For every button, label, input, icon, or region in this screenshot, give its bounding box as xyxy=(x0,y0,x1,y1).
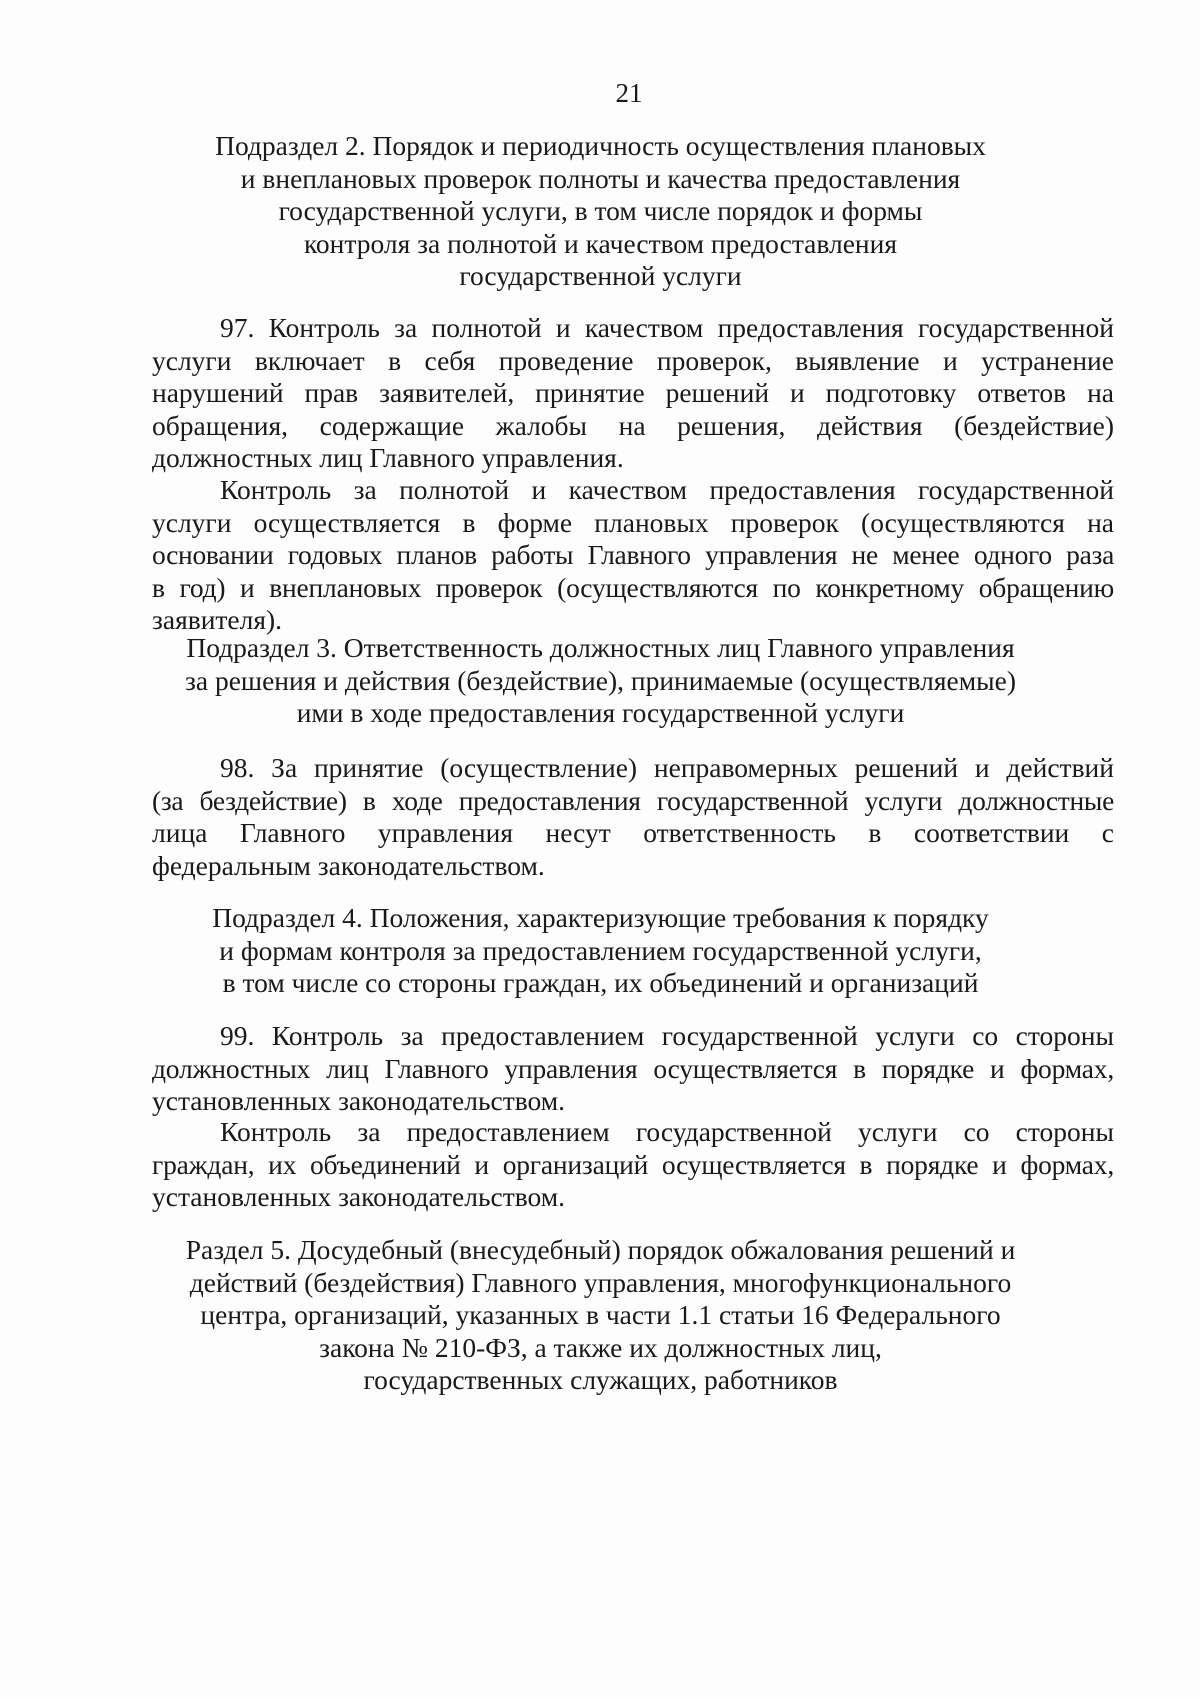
paragraph-line: 98. За принятие (осуществление) неправомерных решений и действий xyxy=(220,752,1114,783)
paragraph-98 xyxy=(152,752,1114,882)
heading-line: Подраздел 4. Положения, характеризующие требования к порядку xyxy=(212,902,989,933)
page-number: 21 xyxy=(615,78,643,108)
paragraph-line: установленных законодательством. xyxy=(152,1085,566,1116)
heading-line: государственной услуги xyxy=(459,260,742,291)
paragraph-97-continued xyxy=(152,474,1114,637)
heading-line: Подраздел 2. Порядок и периодичность осуществления плановых xyxy=(215,130,986,161)
paragraph-97 xyxy=(152,312,1114,475)
paragraph-line: Контроль за полнотой и качеством предоставления государственной xyxy=(220,474,1114,505)
paragraph-line: должностных лиц Главного управления осуществляется в порядке и формах, xyxy=(152,1052,1114,1084)
paragraph-line: федеральным законодательством. xyxy=(152,849,545,881)
heading-line: государственных служащих, работников xyxy=(363,1364,838,1395)
heading-line: центра, организаций, указанных в части 1.1 статьи 16 Федерального xyxy=(200,1299,1001,1330)
heading-line: ими в ходе предоставления государственной услуги xyxy=(296,697,905,728)
paragraph-line: установленных законодательством. xyxy=(152,1181,566,1212)
heading-line: государственной услуги, в том числе порядок и формы xyxy=(278,195,923,226)
section-5-heading xyxy=(63,1234,1138,1397)
paragraph-line: услуги включает в себя проведение проверок, выявление и устранение xyxy=(152,344,1114,376)
heading-line: в том числе со стороны граждан, их объединений и организаций xyxy=(222,967,979,998)
heading-line: контроля за полнотой и качеством предоставления xyxy=(303,227,898,259)
paragraph-99-continued xyxy=(152,1116,1114,1214)
paragraph-99 xyxy=(152,1020,1114,1118)
paragraph-line: услуги осуществляется в форме плановых проверок (осуществляются на xyxy=(152,506,1114,538)
heading-line: Раздел 5. Досудебный (внесудебный) порядок обжалования решений и xyxy=(185,1234,1016,1265)
paragraph-line: заявителя). xyxy=(152,604,283,635)
paragraph-line: граждан, их объединений и организаций осуществляется в порядке и формах, xyxy=(152,1148,1114,1180)
heading-line: Подраздел 3. Ответственность должностных лиц Главного управления xyxy=(186,632,1015,663)
heading-line: за решения и действия (бездействие), принимаемые (осуществляемые) xyxy=(185,664,1016,696)
paragraph-line: Контроль за предоставлением государственной услуги со стороны xyxy=(220,1116,1114,1147)
paragraph-line: 99. Контроль за предоставлением государственной услуги со стороны xyxy=(220,1020,1114,1051)
subsection-3-heading xyxy=(63,632,1138,730)
paragraph-line: нарушений прав заявителей, принятие решений и подготовку ответов на xyxy=(152,377,1114,408)
paragraph-line: в год) и внеплановых проверок (осуществляются по конкретному обращению xyxy=(152,571,1114,603)
paragraph-line: основании годовых планов работы Главного управления не менее одного раза xyxy=(152,539,1114,570)
heading-line: и внеплановых проверок полноты и качества предоставления xyxy=(240,162,961,194)
heading-line: действий (бездействия) Главного управления, многофункционального xyxy=(189,1266,1012,1298)
paragraph-line: обращения, содержащие жалобы на решения, действия (бездействие) xyxy=(152,409,1114,441)
heading-line: и формам контроля за предоставлением государственной услуги, xyxy=(219,934,982,966)
paragraph-line: (за бездействие) в ходе предоставления государственной услуги должностные xyxy=(152,784,1114,816)
paragraph-line: 97. Контроль за полнотой и качеством предоставления государственной xyxy=(220,312,1114,343)
paragraph-line: должностных лиц Главного управления. xyxy=(152,442,624,473)
subsection-4-heading xyxy=(63,902,1138,1000)
subsection-2-heading xyxy=(63,130,1138,293)
paragraph-line: лица Главного управления несут ответственность в соответствии с xyxy=(152,817,1114,848)
heading-line: закона № 210-ФЗ, а также их должностных лиц, xyxy=(319,1331,882,1363)
